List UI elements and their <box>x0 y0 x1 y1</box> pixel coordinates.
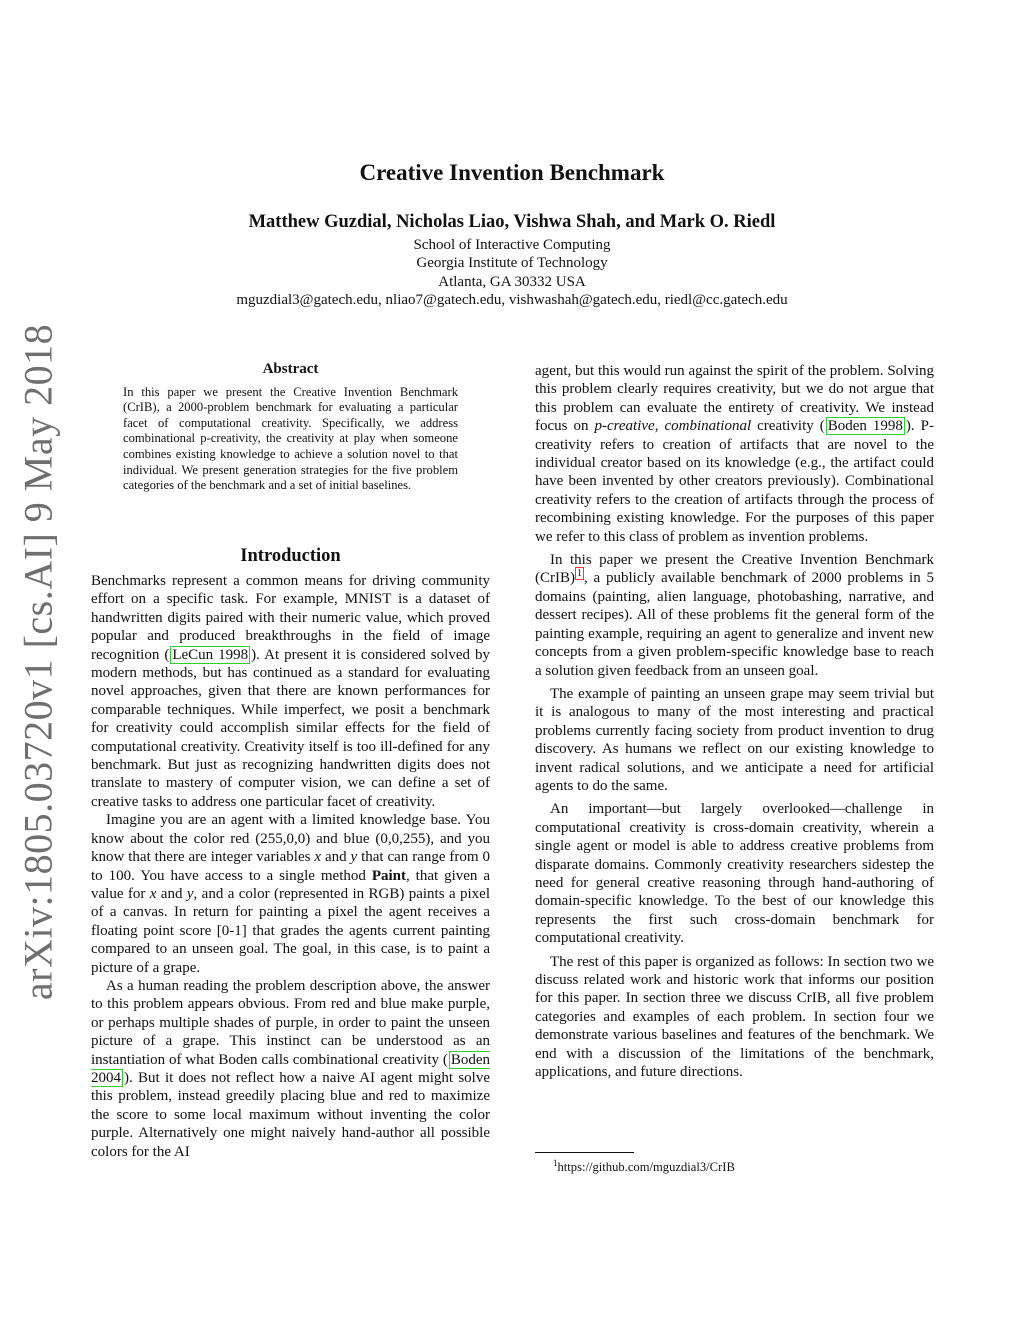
intro-paragraph <box>91 572 490 811</box>
footnote-marker: 1 <box>553 1158 558 1168</box>
text-span: agent, but this would run against the spirit of the problem. Solving this problem clearly requires creativity, but we do not argue that this problem can evaluate the entirety of creativity. We instead focus on <box>535 363 934 435</box>
citation-link[interactable]: Boden 1998 <box>827 418 903 435</box>
text-span: , that given a value for <box>91 867 490 902</box>
abstract-text: In this paper we present the Creative Invention Benchmark (CrIB), a 2000-problem benchmark for evaluating a particular facet of computational creativity. Specifically, we address combinational p-creativity, the creativity at play when someone combines existing knowledge to achieve a solution novel to that individual. We present generation strategies for the five problem categories of the benchmark and a set of initial baselines. <box>123 384 458 493</box>
author-emails: mguzdial3@gatech.edu, nliao7@gatech.edu, vishwashah@gatech.edu, riedl@cc.gatech.edu <box>236 291 788 308</box>
abstract-heading: Abstract <box>262 361 319 377</box>
text-span: that can range from 0 to 100. You have access to a single method <box>91 849 491 884</box>
right-column <box>535 362 934 1081</box>
left-column <box>91 572 490 1161</box>
citation-link[interactable]: LeCun 1998 <box>172 646 249 663</box>
text-span: In this paper we present the Creative Invention Benchmark (CrIB) <box>535 552 934 587</box>
footnote-text <box>535 1158 934 1175</box>
text-span: ). But it does not reflect how a naive AI agent might solve this problem, instead greedily placing blue and red to maximize the score to some local maximum without inventing the color purple. Alternatively one might naively hand-author all possible colors for the AI <box>91 1069 490 1160</box>
abstract-section <box>123 362 458 494</box>
body-paragraph: The rest of this paper is organized as follows: In section two we discuss related work and historic work that informs our position for this paper. In section three we discuss CrIB, all five problem categories and examples of each problem. In section four we demonstrate various baselines and features of the benchmark. We end with a discussion of the limitations of the benchmark, applications, and future directions. <box>535 953 934 1081</box>
body-paragraph: The example of painting an unseen grape may seem trivial but it is analogous to many of the most interesting and practical problems currently facing society from product invention to drug discovery. As humans we reflect on our existing knowledge to invent radical solutions, and we anticipate a need for artificial agents to do the same. <box>535 685 934 794</box>
footnote <box>535 1152 934 1175</box>
text-span: and <box>156 885 187 902</box>
text-span: , <box>654 418 665 435</box>
affiliation-block <box>0 236 1024 309</box>
text-span: creativity ( <box>751 418 825 435</box>
affiliation-institute: Georgia Institute of Technology <box>416 255 608 272</box>
text-span: ). At present it is considered solved by modern methods, but has continued as a standard for evaluating novel approaches, given that there are known performances for comparable techniques. While imperfect, we posit a benchmark for creativity could accomplish similar effects for the field of computational creativity. Creativity itself is too ill-defined for any benchmark. But just as recognizing handwritten digits does not translate to mastery of computer vision, we can define a set of creative tasks to address one particular facet of creativity. <box>91 646 490 810</box>
paper-title: Creative Invention Benchmark <box>359 160 665 185</box>
text-span: and <box>321 849 351 866</box>
introduction-heading: Introduction <box>240 546 341 566</box>
intro-paragraph <box>91 977 490 1161</box>
affiliation-address: Atlanta, GA 30332 USA <box>438 273 586 290</box>
citation-link[interactable]: Boden 2004 <box>91 1051 490 1086</box>
math-variable: y <box>350 849 358 866</box>
emphasis-term: combinational <box>664 418 752 435</box>
text-span: , and a color (represented in RGB) paints a pixel of a canvas. In return for painting a pixel the agent receives a floating point score [0-1] that grades the agents current painting compared to an unseen goal. The goal, in this case, is to paint a picture of a grape. <box>91 885 490 976</box>
affiliation-school: School of Interactive Computing <box>413 237 611 253</box>
author-list: Matthew Guzdial, Nicholas Liao, Vishwa Shah, and Mark O. Riedl <box>248 212 776 232</box>
text-span: Imagine you are an agent with a limited knowledge base. You know about the color red (255,0,0) and blue (0,0,255), and you know that there are integer variables <box>91 812 490 866</box>
math-variable: x <box>149 885 157 902</box>
body-paragraph <box>535 362 934 546</box>
arxiv-identifier: arXiv:1805.03720v1 [cs.AI] 9 May 2018 <box>15 323 61 1001</box>
text-span: Benchmarks represent a common means for driving community effort on a specific task. For example, MNIST is a dataset of handwritten digits paired with their numeric value, which proved popular and produced breakthroughs in the field of image recognition ( <box>91 573 490 663</box>
math-variable: y <box>186 885 194 902</box>
body-paragraph: An important—but largely overlooked—challenge in computational creativity is cross-domain creativity, wherein a single agent or model is able to address creative problems from disparate domains. Commonly creativity researchers sidestep the need for general creative reasoning through hand-authoring of domain-specific knowledge. To the best of our knowledge this represents the first such cross-domain benchmark for computational creativity. <box>535 801 934 947</box>
text-span: ). P-creativity refers to creation of artifacts that are novel to the individual creator based on its knowledge (e.g., the artifact could have been invented by other creators previously). Combinational creativity refers to the creation of artifacts through the process of recombining existing knowledge. For the purposes of this paper we refer to this class of problem as invention problems. <box>535 418 934 545</box>
method-name: Paint <box>371 867 406 884</box>
emphasis-term: p-creative <box>594 418 655 435</box>
intro-paragraph <box>91 811 490 977</box>
math-variable: x <box>314 849 322 866</box>
footnote-url[interactable]: https://github.com/mguzdial3/CrIB <box>557 1160 735 1175</box>
text-span: , a publicly available benchmark of 2000 problems in 5 domains (painting, alien language, photobashing, narrative, and dessert recipes). All of these problems fit the general form of the painting example, requiring an agent to generalize and invent new concepts from a given problem-specific knowledge base to reach a solution given feedback from an unseen goal. <box>535 570 934 679</box>
footnote-reference-link[interactable]: 1 <box>577 568 582 580</box>
text-span: As a human reading the problem description above, the answer to this problem appears obvious. From red and blue make purple, or perhaps multiple shades of purple, in order to paint the unseen picture of a grape. This instinct can be understood as an instantiation of what Boden calls combinational creativity ( <box>91 977 490 1068</box>
footnote-rule <box>535 1152 634 1153</box>
body-paragraph <box>535 551 934 680</box>
